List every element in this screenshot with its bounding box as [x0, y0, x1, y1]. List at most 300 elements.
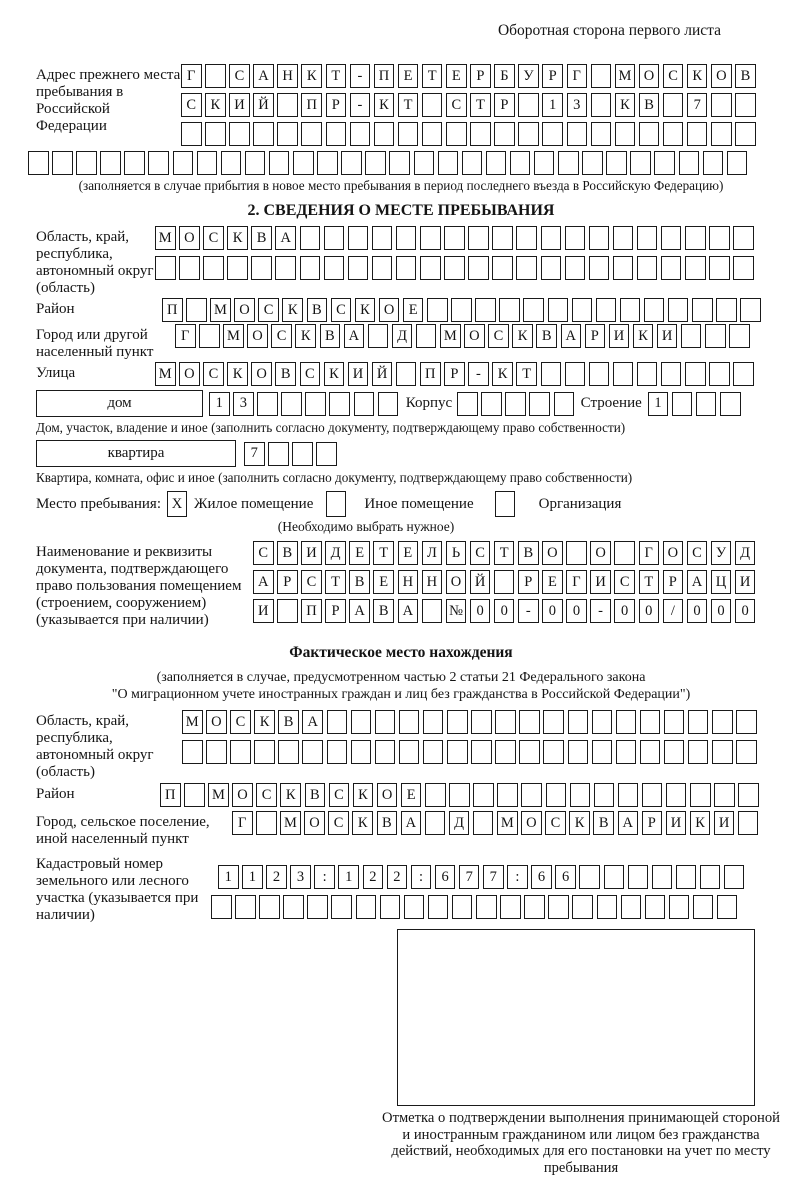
char-cell: К: [301, 64, 322, 88]
char-cell: К: [374, 93, 395, 117]
char-cell: 0: [735, 599, 756, 623]
char-cell: К: [227, 226, 248, 250]
char-cell: [712, 740, 733, 764]
kvartira-cells: [244, 442, 340, 466]
prev-address-label: Адрес прежнего места пребывания в Российской Федерации: [36, 67, 181, 134]
char-cell: [642, 783, 663, 807]
char-cell: [500, 895, 521, 919]
char-cell: Д: [392, 324, 413, 348]
char-cell: [685, 226, 706, 250]
char-cell: П: [301, 599, 322, 623]
char-cell: [692, 298, 713, 322]
char-cell: В: [377, 811, 398, 835]
char-cell: [661, 362, 682, 386]
char-cell: [714, 783, 735, 807]
char-cell: [613, 362, 634, 386]
char-cell: [644, 298, 665, 322]
char-cell: [616, 710, 637, 734]
char-cell: О: [542, 541, 563, 565]
char-cell: В: [536, 324, 557, 348]
char-cell: Р: [518, 570, 539, 594]
char-cell: Е: [542, 570, 563, 594]
char-cell: [451, 298, 472, 322]
char-cell: [740, 298, 761, 322]
char-cell: [738, 783, 759, 807]
char-cell: [579, 865, 600, 889]
char-cell: С: [300, 362, 321, 386]
char-cell: [124, 151, 145, 175]
char-cell: [473, 811, 494, 835]
char-cell: [348, 256, 369, 280]
char-cell: -: [468, 362, 489, 386]
char-cell: Д: [325, 541, 346, 565]
dom-box: дом: [36, 390, 203, 417]
char-cell: С: [614, 570, 635, 594]
char-cell: [327, 710, 348, 734]
char-cell: :: [411, 865, 432, 889]
char-cell: [735, 122, 756, 146]
char-cell: [425, 783, 446, 807]
char-cell: И: [590, 570, 611, 594]
kadastr-cells: [218, 865, 748, 919]
char-cell: [326, 122, 347, 146]
char-cell: 1: [209, 392, 230, 416]
fact-gorod-row: [232, 811, 762, 835]
char-cell: [606, 151, 627, 175]
char-cell: 7: [483, 865, 504, 889]
mesto-hint: (Необходимо выбрать нужное): [277, 519, 455, 534]
char-cell: С: [258, 298, 279, 322]
char-cell: [396, 226, 417, 250]
char-cell: [52, 151, 73, 175]
char-cell: [462, 151, 483, 175]
char-cell: [324, 226, 345, 250]
char-cell: [510, 151, 531, 175]
char-cell: С: [229, 64, 250, 88]
char-cell: В: [305, 783, 326, 807]
char-cell: [548, 895, 569, 919]
char-cell: И: [666, 811, 687, 835]
char-cell: [663, 122, 684, 146]
char-cell: [476, 895, 497, 919]
char-cell: [516, 256, 537, 280]
char-cell: [733, 226, 754, 250]
char-cell: Е: [349, 541, 370, 565]
char-cell: [529, 392, 550, 416]
fact-title: Фактическое место нахождения: [289, 644, 513, 661]
char-cell: [497, 783, 518, 807]
org-checkbox: [495, 491, 515, 517]
char-cell: [614, 541, 635, 565]
char-cell: [592, 710, 613, 734]
char-cell: [618, 783, 639, 807]
char-cell: 0: [639, 599, 660, 623]
char-cell: -: [350, 64, 371, 88]
char-cell: Н: [277, 64, 298, 88]
prev-address-row-3: [181, 122, 759, 146]
raion-row: [162, 298, 764, 322]
gorod-row: [175, 324, 753, 348]
char-cell: [492, 226, 513, 250]
char-cell: С: [253, 541, 274, 565]
char-cell: [245, 151, 266, 175]
char-cell: С: [470, 541, 491, 565]
char-cell: [251, 256, 272, 280]
char-cell: С: [446, 93, 467, 117]
char-cell: [541, 256, 562, 280]
char-cell: [661, 256, 682, 280]
char-cell: [663, 93, 684, 117]
char-cell: [589, 256, 610, 280]
char-cell: [253, 122, 274, 146]
char-cell: [356, 895, 377, 919]
char-cell: О: [206, 710, 227, 734]
char-cell: О: [251, 362, 272, 386]
char-cell: [558, 151, 579, 175]
char-cell: [591, 93, 612, 117]
char-cell: 0: [687, 599, 708, 623]
inoe-checkbox: [326, 491, 346, 517]
char-cell: [654, 151, 675, 175]
char-cell: [589, 226, 610, 250]
char-cell: У: [518, 64, 539, 88]
char-cell: С: [328, 811, 349, 835]
char-cell: А: [344, 324, 365, 348]
char-cell: [254, 740, 275, 764]
char-cell: Т: [422, 64, 443, 88]
char-cell: [700, 865, 721, 889]
fact-oblast-label: Область, край, республика, автономный округ (область): [36, 713, 154, 780]
char-cell: [711, 122, 732, 146]
char-cell: А: [253, 570, 274, 594]
char-cell: А: [398, 599, 419, 623]
char-cell: [307, 895, 328, 919]
char-cell: [351, 740, 372, 764]
char-cell: [28, 151, 49, 175]
char-cell: [205, 64, 226, 88]
kadastr-row-2: [211, 895, 748, 919]
char-cell: [685, 362, 706, 386]
char-cell: [427, 298, 448, 322]
char-cell: К: [615, 93, 636, 117]
char-cell: Р: [325, 599, 346, 623]
char-cell: [724, 865, 745, 889]
char-cell: Т: [325, 570, 346, 594]
char-cell: [705, 324, 726, 348]
prev-address-note: (заполняется в случае прибытия в новое место пребывания в период последнего въезда в Российскую Федерацию): [78, 178, 724, 193]
char-cell: [685, 256, 706, 280]
char-cell: М: [155, 226, 176, 250]
char-cell: [398, 122, 419, 146]
char-cell: [179, 256, 200, 280]
ulitsa-label: Улица: [36, 365, 76, 381]
mesto-block: [36, 491, 766, 517]
char-cell: -: [350, 93, 371, 117]
char-cell: С: [203, 226, 224, 250]
section2-title: 2. СВЕДЕНИЯ О МЕСТЕ ПРЕБЫВАНИЯ: [247, 202, 555, 219]
char-cell: П: [160, 783, 181, 807]
char-cell: Д: [449, 811, 470, 835]
char-cell: [591, 122, 612, 146]
char-cell: [495, 740, 516, 764]
char-cell: [519, 710, 540, 734]
char-cell: -: [518, 599, 539, 623]
char-cell: [324, 256, 345, 280]
oblast-cells: [155, 226, 757, 280]
char-cell: [534, 151, 555, 175]
char-cell: [690, 783, 711, 807]
fact-raion-block: [36, 783, 766, 807]
char-cell: Л: [422, 541, 443, 565]
char-cell: С: [301, 570, 322, 594]
char-cell: [268, 442, 289, 466]
char-cell: М: [615, 64, 636, 88]
char-cell: 2: [363, 865, 384, 889]
zhiloe-label: Жилое помещение: [194, 495, 314, 512]
char-cell: [693, 895, 714, 919]
char-cell: 6: [531, 865, 552, 889]
fact-raion-row: [160, 783, 762, 807]
char-cell: [316, 442, 337, 466]
char-cell: [628, 865, 649, 889]
char-cell: [235, 895, 256, 919]
char-cell: К: [690, 811, 711, 835]
char-cell: [283, 895, 304, 919]
char-cell: [589, 362, 610, 386]
char-cell: И: [229, 93, 250, 117]
char-cell: [717, 895, 738, 919]
char-cell: [572, 298, 593, 322]
char-cell: [148, 151, 169, 175]
char-cell: [184, 783, 205, 807]
char-cell: [305, 392, 326, 416]
oblast-row-1: [155, 226, 757, 250]
document-block: [36, 541, 766, 629]
char-cell: [229, 122, 250, 146]
char-cell: [637, 226, 658, 250]
char-cell: [256, 811, 277, 835]
char-cell: [519, 740, 540, 764]
mesto-label: Место пребывания:: [36, 495, 161, 512]
char-cell: В: [278, 710, 299, 734]
char-cell: Р: [326, 93, 347, 117]
char-cell: [709, 226, 730, 250]
char-cell: В: [735, 64, 756, 88]
char-cell: :: [314, 865, 335, 889]
char-cell: 0: [494, 599, 515, 623]
char-cell: [438, 151, 459, 175]
char-cell: [399, 740, 420, 764]
char-cell: [621, 895, 642, 919]
char-cell: Ь: [446, 541, 467, 565]
char-cell: [197, 151, 218, 175]
char-cell: [615, 122, 636, 146]
document-label: Наименование и реквизиты документа, подтверждающего право пользования помещением (строением, сооружением) (указывается при наличии): [36, 544, 242, 628]
char-cell: [372, 256, 393, 280]
char-cell: Е: [446, 64, 467, 88]
char-cell: [368, 324, 389, 348]
char-cell: [199, 324, 220, 348]
fact-note-1: (заполняется в случае, предусмотренном частью 2 статьи 21 Федерального закона: [156, 670, 646, 685]
char-cell: [499, 298, 520, 322]
char-cell: Г: [232, 811, 253, 835]
char-cell: [404, 895, 425, 919]
char-cell: [428, 895, 449, 919]
fact-gorod-block: [36, 811, 766, 848]
char-cell: [380, 895, 401, 919]
char-cell: М: [208, 783, 229, 807]
char-cell: [729, 324, 750, 348]
char-cell: [300, 226, 321, 250]
char-cell: [523, 298, 544, 322]
char-cell: М: [223, 324, 244, 348]
char-cell: С: [181, 93, 202, 117]
char-cell: [473, 783, 494, 807]
char-cell: О: [521, 811, 542, 835]
char-cell: [604, 865, 625, 889]
char-cell: Й: [253, 93, 274, 117]
char-cell: [155, 256, 176, 280]
char-cell: 2: [387, 865, 408, 889]
char-cell: Т: [494, 541, 515, 565]
char-cell: [348, 226, 369, 250]
char-cell: [543, 740, 564, 764]
char-cell: [302, 740, 323, 764]
char-cell: П: [301, 93, 322, 117]
char-cell: [422, 599, 443, 623]
char-cell: И: [735, 570, 756, 594]
char-cell: Й: [372, 362, 393, 386]
char-cell: [565, 362, 586, 386]
char-cell: [372, 226, 393, 250]
char-cell: Р: [585, 324, 606, 348]
dom-note: Дом, участок, владение и иное (заполнить согласно документу, подтверждающему право собственности): [36, 420, 626, 435]
char-cell: В: [251, 226, 272, 250]
prev-address-row-2: [181, 93, 759, 117]
char-cell: В: [373, 599, 394, 623]
char-cell: [292, 442, 313, 466]
oblast-row-2: [155, 256, 757, 280]
char-cell: Г: [175, 324, 196, 348]
char-cell: [616, 740, 637, 764]
document-cells: [253, 541, 759, 623]
char-cell: [327, 740, 348, 764]
char-cell: О: [590, 541, 611, 565]
char-cell: О: [711, 64, 732, 88]
char-cell: С: [256, 783, 277, 807]
char-cell: А: [687, 570, 708, 594]
char-cell: Е: [398, 64, 419, 88]
char-cell: К: [353, 783, 374, 807]
char-cell: [664, 710, 685, 734]
char-cell: [475, 298, 496, 322]
char-cell: Р: [470, 64, 491, 88]
char-cell: [703, 151, 724, 175]
char-cell: [541, 226, 562, 250]
char-cell: [259, 895, 280, 919]
char-cell: А: [561, 324, 582, 348]
char-cell: [666, 783, 687, 807]
char-cell: [354, 392, 375, 416]
char-cell: [570, 783, 591, 807]
char-cell: О: [234, 298, 255, 322]
char-cell: [640, 710, 661, 734]
char-cell: А: [253, 64, 274, 88]
char-cell: [471, 740, 492, 764]
char-cell: [277, 93, 298, 117]
char-cell: [645, 895, 666, 919]
char-cell: [613, 226, 634, 250]
char-cell: [470, 122, 491, 146]
char-cell: К: [633, 324, 654, 348]
inoe-label: Иное помещение: [364, 495, 474, 512]
char-cell: [567, 122, 588, 146]
char-cell: [637, 256, 658, 280]
char-cell: [341, 151, 362, 175]
char-cell: И: [714, 811, 735, 835]
char-cell: [329, 392, 350, 416]
char-cell: [444, 256, 465, 280]
char-cell: К: [280, 783, 301, 807]
char-cell: [301, 122, 322, 146]
zhiloe-checkbox: X: [167, 491, 187, 517]
char-cell: [452, 895, 473, 919]
stroenie-label: Строение: [580, 395, 642, 411]
char-cell: [568, 740, 589, 764]
fact-oblast-cells: [182, 710, 760, 764]
char-cell: Г: [181, 64, 202, 88]
char-cell: М: [497, 811, 518, 835]
char-cell: К: [205, 93, 226, 117]
char-cell: Д: [735, 541, 756, 565]
char-cell: [227, 256, 248, 280]
char-cell: Р: [444, 362, 465, 386]
gorod-label: Город или другой населенный пункт: [36, 327, 154, 360]
char-cell: [423, 710, 444, 734]
oblast-label: Область, край, республика, автономный округ (область): [36, 229, 154, 296]
char-cell: 1: [338, 865, 359, 889]
char-cell: Е: [398, 541, 419, 565]
char-cell: Т: [639, 570, 660, 594]
char-cell: 0: [711, 599, 732, 623]
char-cell: [399, 710, 420, 734]
char-cell: [425, 811, 446, 835]
char-cell: [486, 151, 507, 175]
dom-block: [36, 390, 766, 417]
char-cell: [447, 740, 468, 764]
char-cell: [652, 865, 673, 889]
char-cell: К: [512, 324, 533, 348]
char-cell: О: [446, 570, 467, 594]
char-cell: [720, 392, 741, 416]
char-cell: В: [320, 324, 341, 348]
char-cell: В: [275, 362, 296, 386]
char-cell: С: [331, 298, 352, 322]
org-label: Организация: [538, 495, 622, 512]
char-cell: -: [590, 599, 611, 623]
char-cell: Н: [398, 570, 419, 594]
char-cell: [681, 324, 702, 348]
char-cell: [277, 122, 298, 146]
char-cell: И: [609, 324, 630, 348]
char-cell: Т: [516, 362, 537, 386]
char-cell: [736, 740, 757, 764]
char-cell: [596, 298, 617, 322]
char-cell: [278, 740, 299, 764]
char-cell: [592, 740, 613, 764]
char-cell: В: [593, 811, 614, 835]
char-cell: М: [182, 710, 203, 734]
